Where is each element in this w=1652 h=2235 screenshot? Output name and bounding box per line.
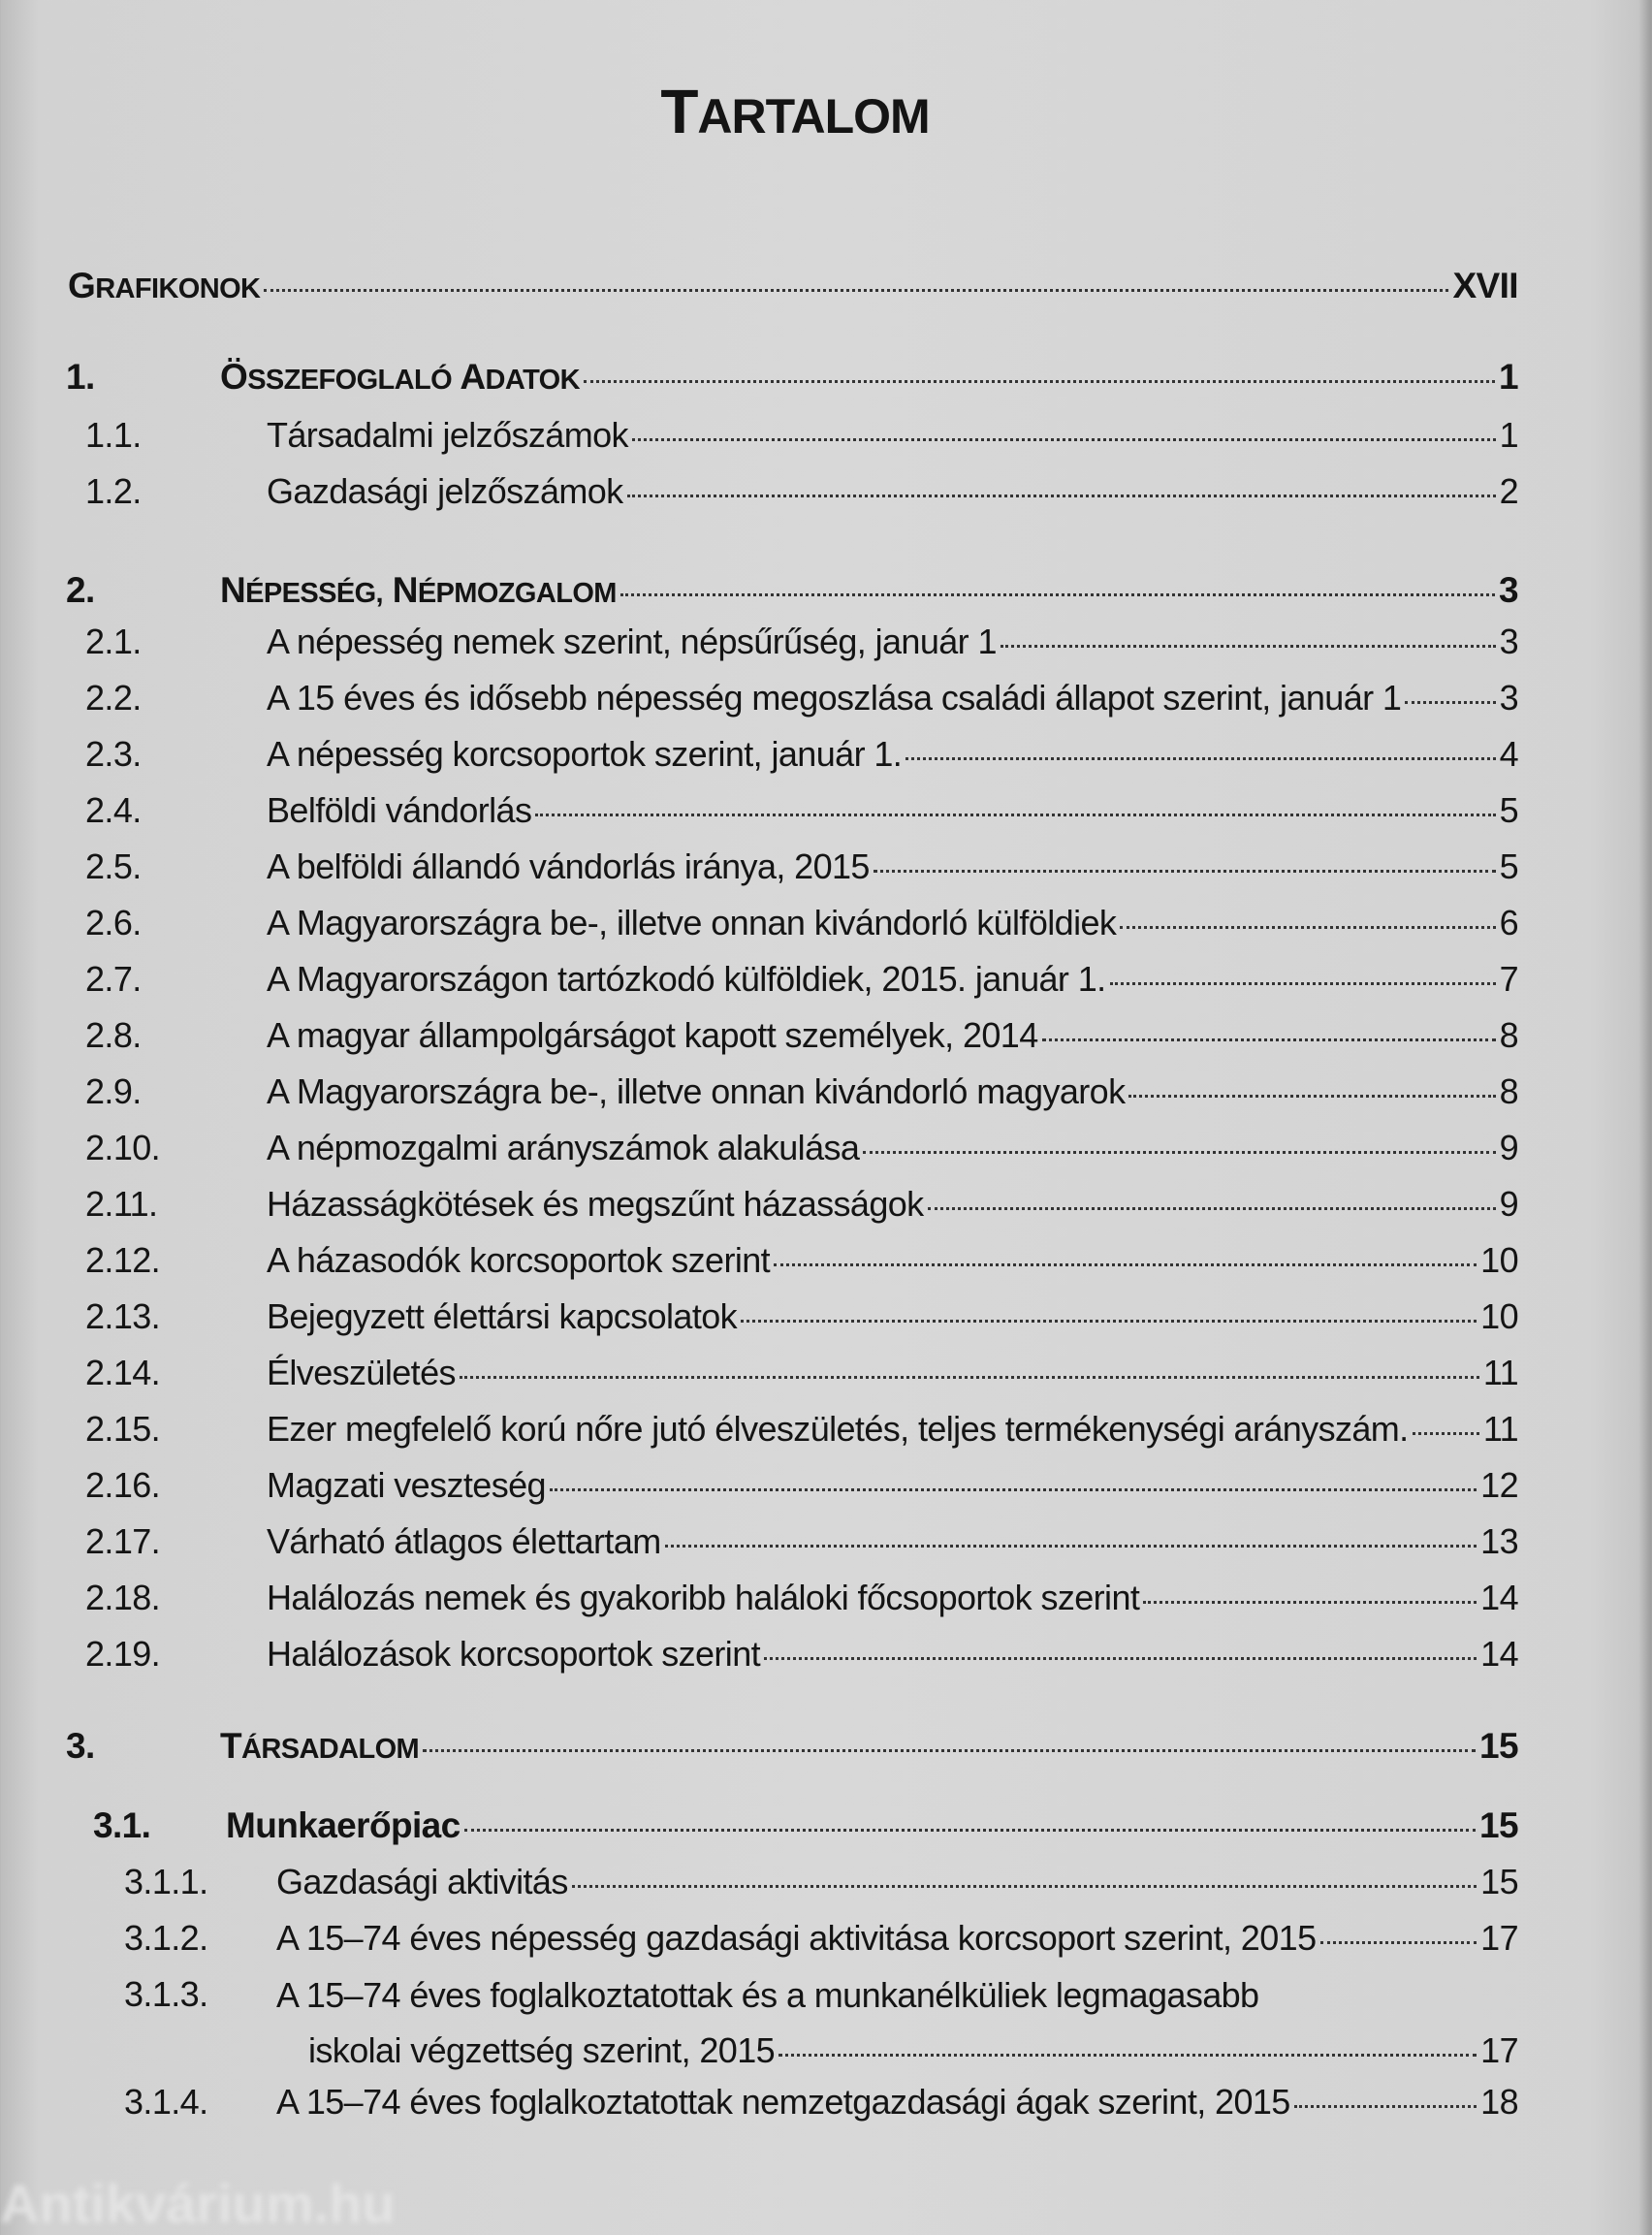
- toc-entry[interactable]: [85, 678, 1518, 734]
- entry-title: A belföldi állandó vándorlás iránya, 2015: [267, 846, 870, 886]
- toc-entry[interactable]: [85, 1015, 1518, 1071]
- toc-entry[interactable]: [85, 1296, 1518, 1353]
- entry-title: A Magyarországra be-, illetve onnan kivándorló külföldiek: [267, 903, 1117, 942]
- entry-number: 2.10.: [85, 1128, 161, 1167]
- dot-leader: [632, 438, 1496, 441]
- entry-title: GRAFIKONOK: [68, 266, 261, 305]
- entry-number: 2.14.: [85, 1353, 161, 1392]
- entry-title: Belföldi vándorlás: [267, 790, 532, 830]
- page-number: 15: [1480, 1862, 1518, 1901]
- page-number: 3: [1499, 678, 1518, 718]
- toc-entry[interactable]: [85, 846, 1518, 903]
- entry-number: 1.: [66, 357, 95, 397]
- dot-leader: [778, 2054, 1477, 2057]
- toc-entry[interactable]: [85, 1128, 1518, 1184]
- toc-entry[interactable]: [85, 1465, 1518, 1521]
- dot-leader: [572, 1885, 1477, 1888]
- entry-number: 3.1.4.: [124, 2082, 208, 2122]
- entry-number: 2.11.: [85, 1184, 158, 1224]
- entry-title: Gazdasági aktivitás: [276, 1862, 568, 1901]
- dot-leader: [1110, 982, 1496, 985]
- page-number: 1: [1499, 415, 1518, 455]
- entry-number: 2.2.: [85, 678, 142, 718]
- dot-leader: [627, 495, 1496, 497]
- entry-number: 2.3.: [85, 734, 142, 774]
- page-number: 7: [1499, 959, 1518, 999]
- toc-entry[interactable]: [85, 622, 1518, 678]
- entry-number: 2.15.: [85, 1409, 161, 1449]
- entry-title: TÁRSADALOM: [220, 1726, 420, 1766]
- dot-leader: [1413, 1432, 1479, 1435]
- entry-title: ÖSSZEFOGLALÓ ADATOK: [220, 357, 580, 397]
- toc-entry[interactable]: [66, 1726, 1518, 1782]
- toc-entry[interactable]: [85, 1578, 1518, 1634]
- page-number: 15: [1479, 1805, 1518, 1845]
- dot-leader: [863, 1151, 1495, 1154]
- page-title: TARTALOM: [660, 77, 930, 146]
- entry-title: A népesség nemek szerint, népsűrűség, január 1: [267, 622, 997, 661]
- page-number: 11: [1482, 1409, 1518, 1449]
- entry-title: Halálozás nemek és gyakoribb haláloki főcsoportok szerint: [267, 1578, 1140, 1617]
- toc-entry[interactable]: [85, 1071, 1518, 1128]
- dot-leader: [665, 1545, 1477, 1548]
- dot-leader: [905, 757, 1495, 760]
- entry-title: Várható átlagos élettartam: [267, 1521, 661, 1561]
- toc-entry[interactable]: [85, 1409, 1518, 1465]
- dot-leader: [464, 1829, 1476, 1832]
- entry-number: 1.1.: [85, 415, 142, 455]
- dot-leader: [874, 870, 1496, 873]
- dot-leader: [423, 1749, 1476, 1752]
- entry-title: A 15–74 éves foglalkoztatottak nemzetgazdasági ágak szerint, 2015: [276, 2082, 1290, 2122]
- entry-title: A népesség korcsoportok szerint, január 1.: [267, 734, 903, 774]
- entry-number: 2.6.: [85, 903, 142, 942]
- entry-number: 2.12.: [85, 1240, 161, 1280]
- entry-number: 2.17.: [85, 1521, 161, 1561]
- page-number: 17: [1480, 1918, 1518, 1958]
- page-number: 3: [1499, 622, 1518, 661]
- page-number: 14: [1480, 1578, 1518, 1617]
- dot-leader: [620, 593, 1495, 596]
- page-number: 9: [1499, 1128, 1518, 1167]
- entry-number: 3.1.2.: [124, 1918, 208, 1958]
- entry-title: A népmozgalmi arányszámok alakulása: [267, 1128, 860, 1167]
- toc-entry[interactable]: [85, 790, 1518, 846]
- page-number: 2: [1499, 471, 1518, 511]
- toc-entry[interactable]: [124, 2082, 1518, 2138]
- entry-title: Munkaerőpiac: [226, 1805, 461, 1845]
- toc-entry[interactable]: [68, 266, 1518, 322]
- entry-number: 2.1.: [85, 622, 142, 661]
- entry-title: A magyar állampolgárságot kapott személyek, 2014: [267, 1015, 1038, 1055]
- page-number: 1: [1499, 357, 1518, 397]
- toc-entry[interactable]: [85, 1521, 1518, 1578]
- entry-number: 2.: [66, 570, 95, 610]
- entry-number: 2.4.: [85, 790, 142, 830]
- page-number: 10: [1480, 1296, 1518, 1336]
- page-number: 5: [1499, 790, 1518, 830]
- entry-title: Élveszületés: [267, 1353, 456, 1392]
- entry-number: 2.5.: [85, 846, 142, 886]
- toc-entry[interactable]: [124, 1918, 1518, 1974]
- dot-leader: [1143, 1601, 1477, 1604]
- entry-title: A 15 éves és idősebb népesség megoszlása családi állapot szerint, január 1: [267, 678, 1402, 718]
- entry-title: A 15–74 éves népesség gazdasági aktivitása korcsoport szerint, 2015: [276, 1918, 1317, 1958]
- entry-number: 3.1.1.: [124, 1862, 208, 1901]
- entry-title: Ezer megfelelő korú nőre jutó élveszületés, teljes termékenységi arányszám.: [267, 1409, 1409, 1449]
- page-number: 4: [1499, 734, 1518, 774]
- entry-title: Társadalmi jelzőszámok: [267, 415, 628, 455]
- dot-leader: [460, 1376, 1479, 1379]
- watermark: Antikvárium.hu: [0, 2173, 396, 2234]
- entry-title: Bejegyzett élettársi kapcsolatok: [267, 1296, 738, 1336]
- entry-title: Magzati veszteség: [267, 1465, 546, 1505]
- entry-title: A házasodók korcsoportok szerint: [267, 1240, 771, 1280]
- entry-number: 2.19.: [85, 1634, 161, 1674]
- entry-number: 3.: [66, 1726, 95, 1766]
- page-number: 8: [1499, 1071, 1518, 1111]
- entry-number: 2.16.: [85, 1465, 161, 1505]
- entry-title: A Magyarországon tartózkodó külföldiek, 2015. január 1.: [267, 959, 1106, 999]
- page-number: 12: [1480, 1465, 1518, 1505]
- dot-leader: [764, 1657, 1477, 1660]
- page-number: 15: [1479, 1726, 1518, 1766]
- dot-leader: [1001, 645, 1496, 648]
- dot-leader: [535, 814, 1495, 816]
- toc-entry[interactable]: [66, 357, 1518, 413]
- toc-entry[interactable]: [85, 734, 1518, 790]
- toc-entry[interactable]: [85, 1353, 1518, 1409]
- toc-entry[interactable]: [124, 1862, 1518, 1918]
- dot-leader: [550, 1488, 1477, 1491]
- page-number: 14: [1480, 1634, 1518, 1674]
- page-number: 3: [1499, 570, 1518, 610]
- toc-entry[interactable]: [93, 1805, 1518, 1862]
- dot-leader: [584, 380, 1495, 383]
- dot-leader: [264, 289, 1448, 292]
- toc-entry[interactable]: [85, 415, 1518, 471]
- page-number: 8: [1499, 1015, 1518, 1055]
- dot-leader: [1294, 2105, 1477, 2108]
- entry-title: Gazdasági jelzőszámok: [267, 471, 623, 511]
- entry-number: 2.9.: [85, 1071, 142, 1111]
- page-number: XVII: [1452, 266, 1518, 305]
- dot-leader: [774, 1263, 1477, 1266]
- dot-leader: [1120, 926, 1495, 929]
- entry-title: Házasságkötések és megszűnt házasságok: [267, 1184, 924, 1224]
- page-number: 17: [1480, 2030, 1518, 2070]
- entry-title: A Magyarországra be-, illetve onnan kivándorló magyarok: [267, 1071, 1126, 1111]
- toc-entry[interactable]: [85, 903, 1518, 959]
- toc-entry[interactable]: [85, 1184, 1518, 1240]
- entry-title: NÉPESSÉG, NÉPMOZGALOM: [220, 570, 617, 610]
- toc-entry[interactable]: [85, 959, 1518, 1015]
- entry-number: 3.1.3.: [124, 1974, 208, 2014]
- dot-leader: [741, 1320, 1477, 1323]
- entry-number: 1.2.: [85, 471, 142, 511]
- dot-leader: [1128, 1095, 1495, 1098]
- entry-number: 2.8.: [85, 1015, 142, 1055]
- page-number: 9: [1499, 1184, 1518, 1224]
- page-number: 6: [1499, 903, 1518, 942]
- page-number: 10: [1480, 1240, 1518, 1280]
- dot-leader: [1042, 1038, 1496, 1041]
- page-number: 11: [1482, 1353, 1518, 1392]
- entry-number: 2.7.: [85, 959, 142, 999]
- toc-entry[interactable]: [85, 471, 1518, 527]
- dot-leader: [1320, 1941, 1477, 1944]
- toc-entry[interactable]: [85, 1634, 1518, 1690]
- entry-number: 2.13.: [85, 1296, 161, 1336]
- page-number: 13: [1480, 1521, 1518, 1561]
- page-number: 18: [1480, 2082, 1518, 2122]
- entry-number: 3.1.: [93, 1805, 151, 1845]
- entry-number: 2.18.: [85, 1578, 161, 1617]
- dot-leader: [928, 1207, 1496, 1210]
- page-number: 5: [1499, 846, 1518, 886]
- entry-title: Halálozások korcsoportok szerint: [267, 1634, 761, 1674]
- toc-entry[interactable]: [66, 570, 1518, 626]
- dot-leader: [1405, 701, 1495, 704]
- entry-title: A 15–74 éves foglalkoztatottak és a munkanélküliek legmagasabb: [276, 1975, 1259, 2015]
- entry-title: iskolai végzettség szerint, 2015: [308, 2030, 776, 2070]
- toc-entry[interactable]: [85, 1240, 1518, 1296]
